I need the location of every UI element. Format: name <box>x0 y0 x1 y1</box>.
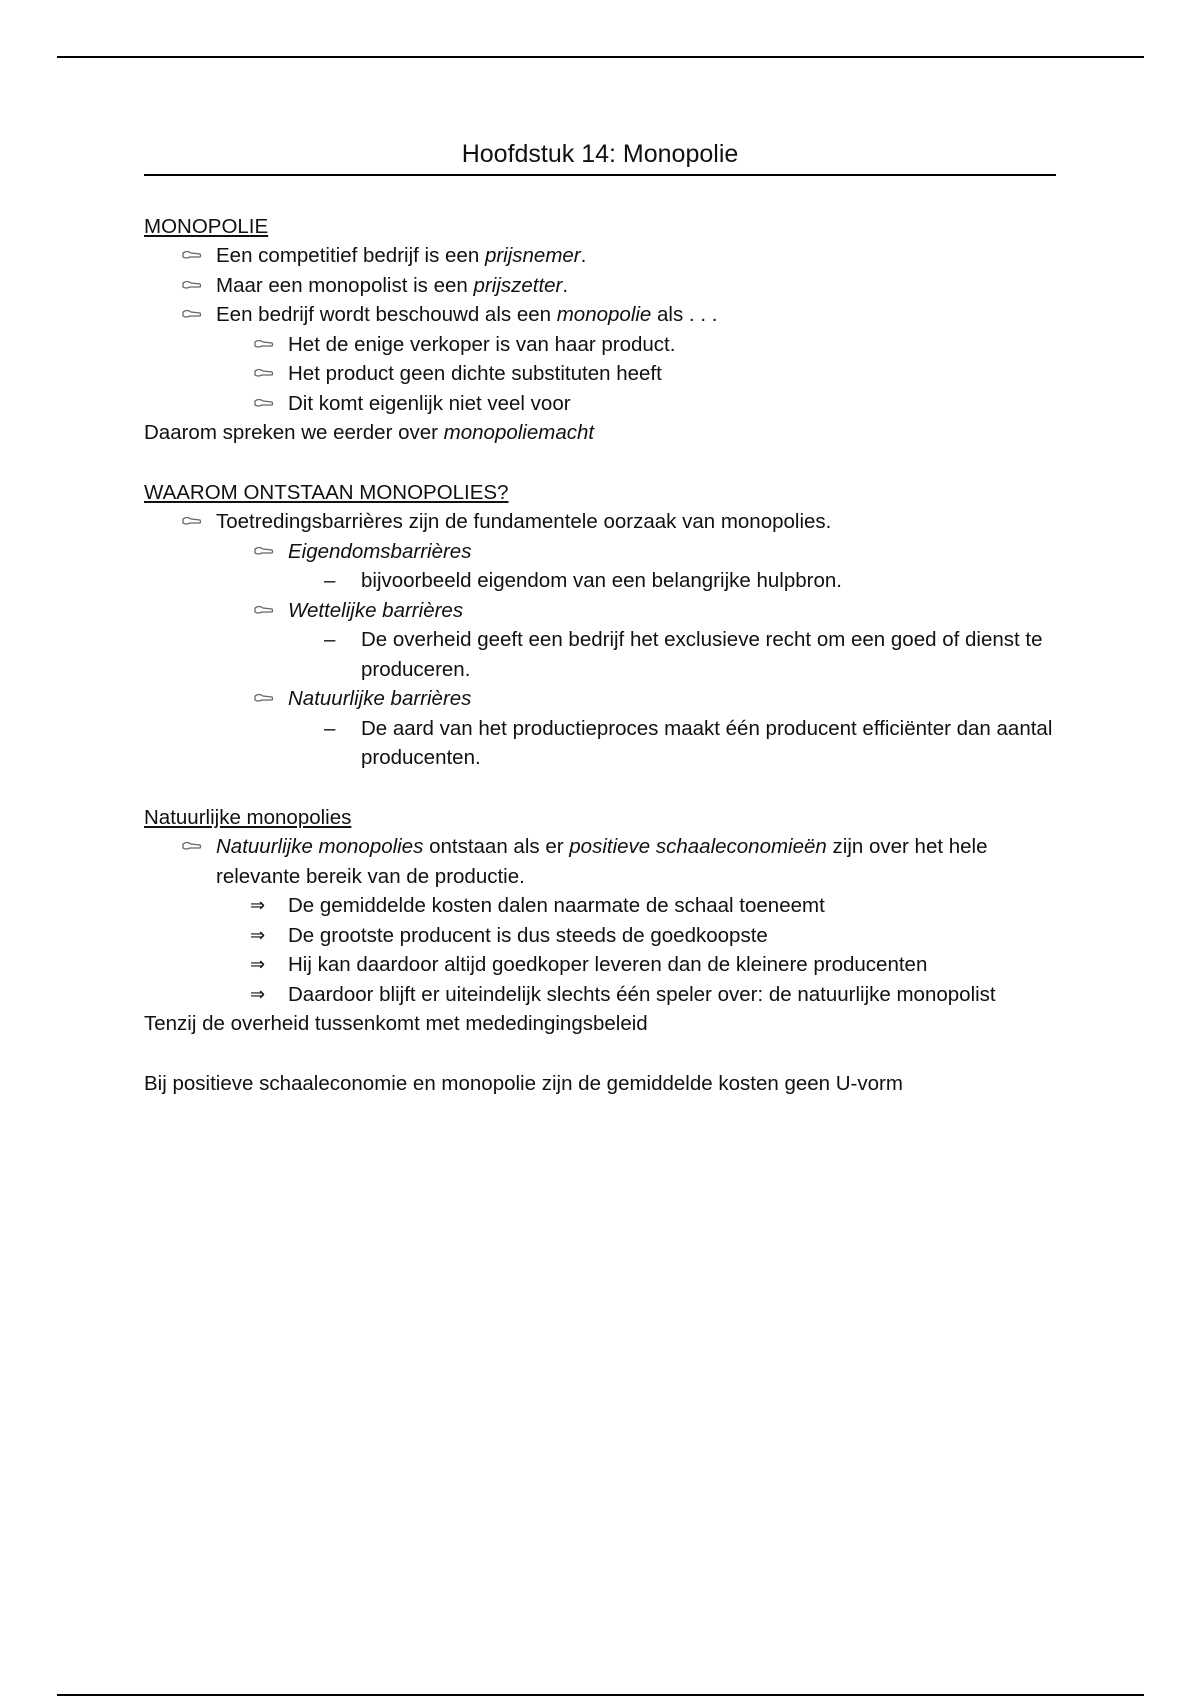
arrow-icon: ⇒ <box>250 895 266 916</box>
section-heading-monopolie: MONOPOLIE <box>144 214 269 238</box>
barrier-name: Wettelijke barrières <box>288 598 464 622</box>
list-item <box>144 684 1056 714</box>
note-paragraph: Tenzij de overheid tussenkomt met mededingingsbeleid <box>144 1012 648 1035</box>
hand-pointer-icon <box>182 307 202 321</box>
arrow-icon: ⇒ <box>250 983 266 1005</box>
section-heading-waarom: WAAROM ONTSTAAN MONOPOLIES? <box>144 480 509 504</box>
list-item: ⇒ Daardoor blijft er uiteindelijk slechts één speler over: de natuurlijke monopolist <box>144 980 1056 1010</box>
page-top-rule <box>57 56 1144 58</box>
list-item: Een bedrijf wordt beschouwd als een monopolie als . . . <box>144 300 1056 330</box>
list-item: Toetredingsbarrières zijn de fundamentele oorzaak van monopolies. <box>144 507 1056 537</box>
list-item: Een competitief bedrijf is een prijsnemer. <box>144 241 1056 271</box>
hand-pointer-icon <box>254 337 274 351</box>
conclusion-paragraph: Daarom spreken we eerder over monopoliemacht <box>144 421 595 444</box>
barrier-name: Natuurlijke barrières <box>288 687 472 710</box>
hand-pointer-icon <box>254 396 274 410</box>
list-item: ⇒ Hij kan daardoor altijd goedkoper leveren dan de kleinere producenten <box>144 950 1056 980</box>
dash-bullet: – <box>324 569 336 592</box>
list-item: Maar een monopolist is een prijszetter. <box>144 271 1056 301</box>
list-item: – bijvoorbeeld eigendom van een belangrijke hulpbron. <box>144 566 1056 596</box>
list-item: ⇒ De grootste producent is dus steeds de goedkoopste <box>144 921 1056 951</box>
term-monopoliemacht: monopoliemacht <box>443 421 595 444</box>
list-item <box>144 596 1056 626</box>
page-title: Hoofdstuk 14: Monopolie <box>144 140 1056 176</box>
page-bottom-rule <box>57 1694 1144 1696</box>
term-prijszetter: prijszetter <box>473 273 563 297</box>
list-item: – De aard van het productieproces maakt één producent efficiënter dan aantal producenten. <box>144 714 1056 773</box>
hand-pointer-icon <box>254 544 274 558</box>
list-item: Dit komt eigenlijk niet veel voor <box>144 389 1056 419</box>
list-item: – De overheid geeft een bedrijf het exclusieve recht om een goed of dienst te produceren. <box>144 625 1056 684</box>
note-paragraph: Bij positieve schaaleconomie en monopolie zijn de gemiddelde kosten geen U-vorm <box>144 1071 903 1095</box>
arrow-icon: ⇒ <box>250 924 266 946</box>
term-monopolie: monopolie <box>556 303 652 326</box>
list-item: ⇒ De gemiddelde kosten dalen naarmate de schaal toeneemt <box>144 891 1056 921</box>
list-item: Het product geen dichte substituten heeft <box>144 359 1056 389</box>
barrier-name: Eigendomsbarrières <box>288 539 472 563</box>
hand-pointer-icon <box>254 603 274 617</box>
dash-bullet: – <box>324 628 336 651</box>
hand-pointer-icon <box>182 248 202 262</box>
hand-pointer-icon <box>182 514 202 528</box>
section-heading-natuurlijke: Natuurlijke monopolies <box>144 805 352 829</box>
hand-pointer-icon <box>182 839 202 853</box>
dash-bullet: – <box>324 716 336 740</box>
list-item <box>144 537 1056 567</box>
hand-pointer-icon <box>254 366 274 380</box>
list-item: Het de enige verkoper is van haar product. <box>144 330 1056 360</box>
hand-pointer-icon <box>182 278 202 292</box>
term-prijsnemer: prijsnemer <box>484 244 581 267</box>
list-item: Natuurlijke monopolies ontstaan als er positieve schaaleconomieën zijn over het hele relevante bereik van de productie. <box>144 832 1056 891</box>
arrow-icon: ⇒ <box>250 954 266 975</box>
document-page <box>144 140 1056 1098</box>
hand-pointer-icon <box>254 691 274 705</box>
